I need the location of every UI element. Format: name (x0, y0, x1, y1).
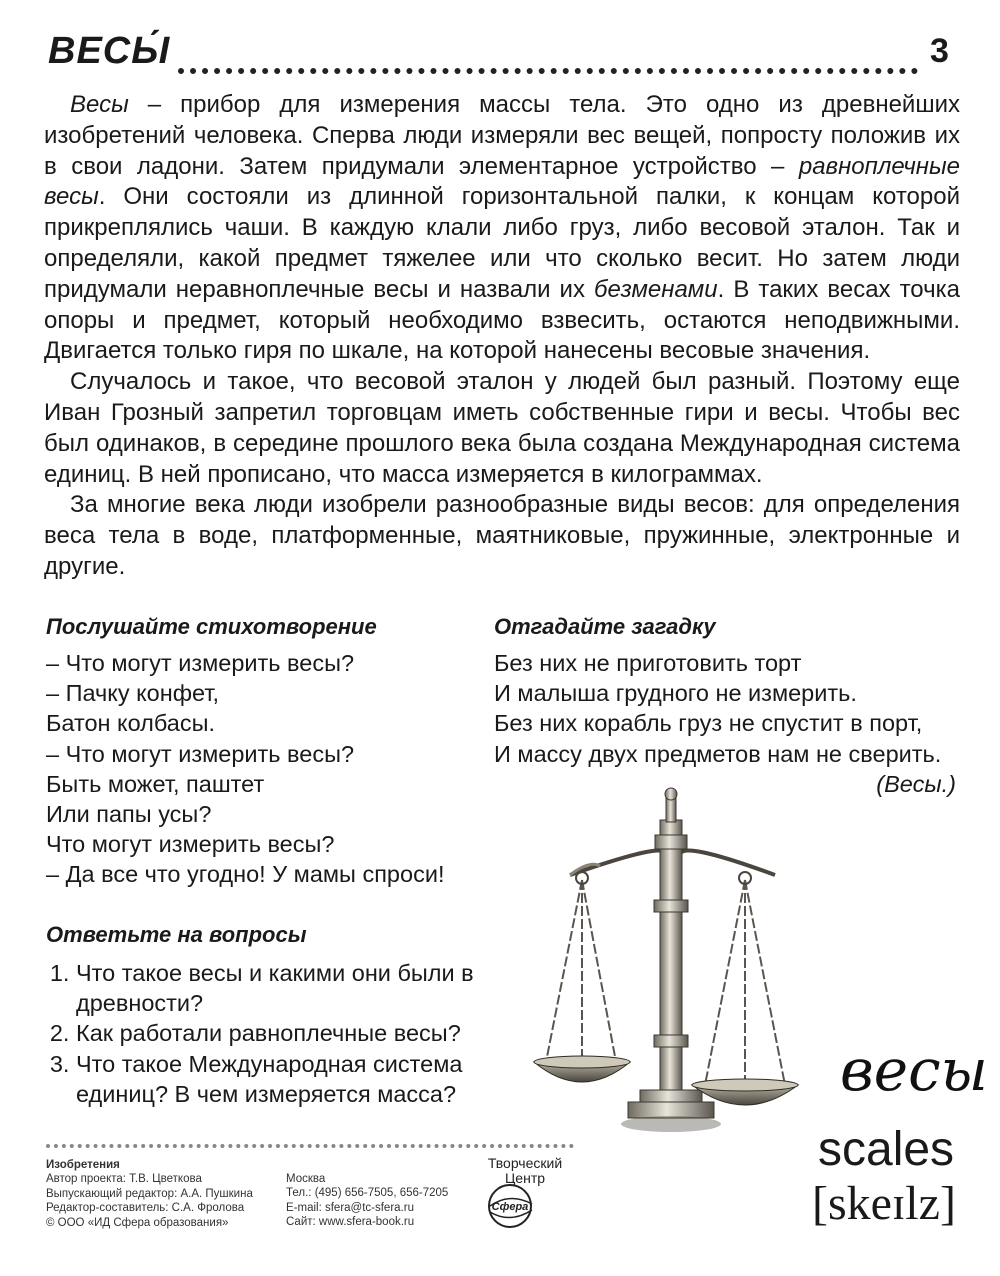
paragraph-1 (44, 90, 960, 367)
article-body (44, 90, 960, 583)
riddle-line: И малыша грудного не измерить. (494, 680, 857, 707)
footer-contact-line: Сайт: www.sfera-book.ru (286, 1216, 415, 1229)
poem-line: Или папы усы? (46, 801, 212, 828)
text-run: – прибор для измерения массы тела. Это одно из древнейших изобретений человека. Сперва люди измеряли вес вещей, попросту положив их в свои ладони. Затем придумали элементарное устройство – (44, 91, 960, 180)
text-run: . В таких весах точка опоры и предмет, который необходимо взвесить, остаются неподвижными. Двигается только гиря по шкале, на которой нанесены весовые значения. (44, 275, 960, 365)
poem-line: – Что могут измерить весы? (46, 740, 355, 767)
poem-line: – Пачку конфет, (46, 680, 220, 707)
italic-term: равноплечные весы (44, 152, 960, 211)
footer-credit-line: © ООО «ИД Сфера образования» (46, 1216, 229, 1229)
riddle-line: И массу двух предметов нам не сверить. (494, 740, 942, 767)
word-handwritten: весы (840, 1036, 988, 1104)
riddle-line: Без них корабль груз не спустит в порт, (494, 710, 923, 737)
footer-contact-line: Москва (286, 1173, 326, 1185)
question-item: 3. Что такое Международная система единиц? В чем измеряется масса? (76, 1049, 496, 1109)
footer-contacts (286, 1172, 448, 1230)
poem-line: – Да все что угодно! У мамы спроси! (46, 861, 445, 888)
question-item: 1. Что такое весы и какими они были в древности? (76, 958, 496, 1018)
questions-section (46, 922, 496, 1109)
logo-line: Центр (504, 1170, 546, 1186)
footer-credit-line: Выпускающий редактор: А.А. Пушкина (46, 1187, 253, 1200)
footer-divider (46, 1140, 574, 1148)
riddle-section (494, 614, 956, 799)
poem-line: Быть может, паштет (46, 770, 265, 797)
questions-heading: Ответьте на вопросы (46, 922, 307, 947)
questions-list (46, 958, 496, 1109)
text-run: . Они состояли из длинной горизонтальной палки, к концам которой прикреплялись чаши. В каждую клали либо груз, либо весовой эталон. Так и определяли, какой предмет тяжелее или что сколько весит. Но затем люди придумали неравноплечные весы и назвали их (44, 183, 960, 303)
logo-word: Сфера (491, 1201, 529, 1213)
paragraph-2: Случалось и такое, что весовой эталон у людей был разный. Поэтому еще Иван Грозный запретил торговцам иметь собственные гири и весы. Чтобы вес был одинаков, в середине прошлого века была создана Международная система единиц. В ней прописано, что масса измеряется в килограммах. (44, 368, 960, 488)
footer-credit-line: Автор проекта: Т.В. Цветкова (46, 1173, 202, 1186)
poem-heading: Послушайте стихотворение (46, 614, 377, 639)
footer-contact-line: E-mail: sfera@tc-sfera.ru (286, 1201, 414, 1214)
page-title: ВЕСЫ́ (48, 30, 171, 72)
question-item: 2. Как работали равноплечные весы? (76, 1018, 496, 1048)
riddle-heading: Отгадайте загадку (494, 614, 716, 639)
riddle-line: Без них не приготовить торт (494, 650, 802, 676)
poem-line: Что могут измерить весы? (46, 831, 335, 858)
italic-term: безменами (593, 275, 718, 303)
poem-line: – Что могут измерить весы? (46, 650, 355, 676)
balance-scales-illustration (530, 780, 820, 1140)
footer-series: Изобретения (46, 1159, 120, 1171)
riddle-answer: (Весы.) (876, 770, 956, 797)
italic-term: Весы (70, 91, 129, 118)
poem-line: Батон колбасы. (46, 710, 216, 737)
title-leader-dots (178, 46, 918, 74)
paragraph-3: За многие века люди изобрели разнообразные виды весов: для определения веса тела в воде, платформенные, маятниковые, пружинные, электронные и другие. (44, 491, 960, 580)
footer-contact-line: Тел.: (495) 656-7505, 656-7205 (286, 1187, 449, 1200)
poem-section (46, 614, 445, 890)
footer-credits (46, 1158, 253, 1230)
page-number: 3 (930, 32, 949, 70)
logo-line: Творческий (487, 1155, 563, 1171)
footer-credit-line: Редактор-составитель: С.А. Фролова (46, 1202, 245, 1215)
word-transcription: [skeɪlz] (812, 1177, 956, 1230)
word-english: scales (818, 1123, 955, 1176)
publisher-logo-icon (476, 1182, 546, 1230)
